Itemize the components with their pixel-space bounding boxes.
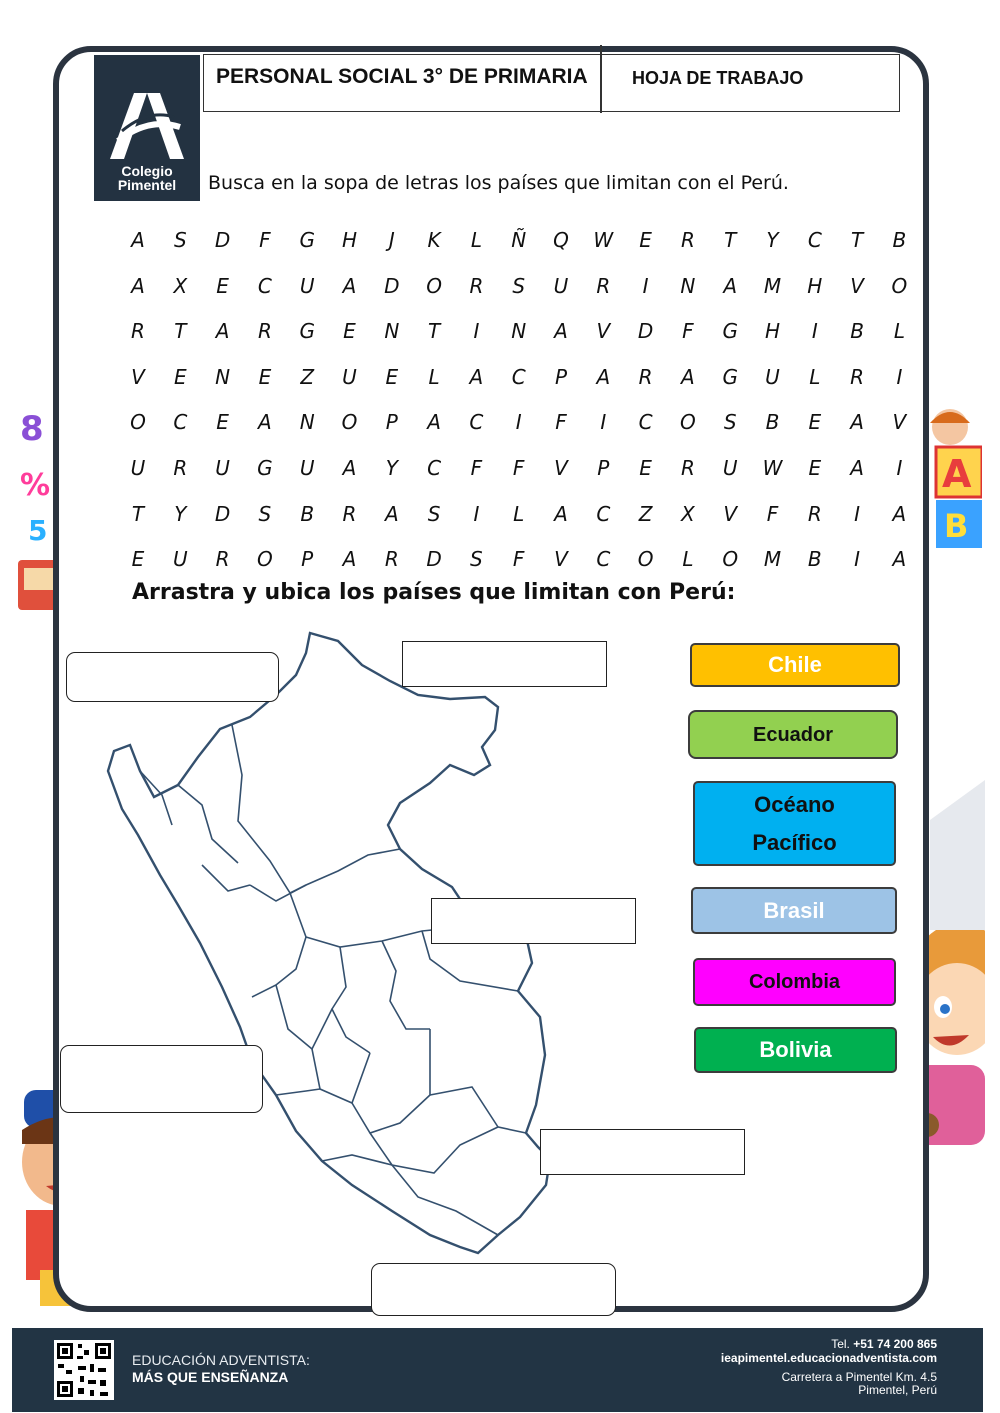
svg-text:8: 8 xyxy=(20,409,44,449)
grid-letter[interactable]: C xyxy=(257,273,272,298)
grid-letter[interactable]: R xyxy=(807,501,822,526)
grid-letter[interactable]: Y xyxy=(174,501,187,526)
drop-box-top-left[interactable] xyxy=(66,652,279,702)
phone-number: +51 74 200 865 xyxy=(853,1337,937,1351)
drop-box-middle-right[interactable] xyxy=(431,898,636,944)
grid-letter[interactable]: I xyxy=(896,456,903,480)
grid-letter[interactable]: D xyxy=(384,273,400,298)
grid-letter[interactable]: O xyxy=(637,547,654,572)
grid-letter[interactable]: U xyxy=(553,273,569,298)
footer-website[interactable]: ieapimentel.educacionadventista.com xyxy=(720,1351,937,1365)
footer-phone xyxy=(831,1337,937,1351)
grid-letter[interactable]: T xyxy=(850,228,864,252)
grid-letter[interactable]: T xyxy=(174,319,187,344)
school-logo xyxy=(94,55,200,201)
grid-letter[interactable]: F xyxy=(512,547,525,572)
grid-letter[interactable]: R xyxy=(173,456,188,480)
grid-letter[interactable]: I xyxy=(854,501,861,526)
grid-letter[interactable]: C xyxy=(511,364,526,389)
footer-motto-line-2: MÁS QUE ENSEÑANZA xyxy=(132,1369,289,1385)
grid-letter[interactable]: T xyxy=(131,501,145,526)
grid-letter[interactable]: Z xyxy=(300,364,315,389)
grid-letter[interactable]: O xyxy=(426,273,442,298)
grid-letter[interactable]: Q xyxy=(553,228,569,252)
grid-letter[interactable]: E xyxy=(639,456,652,480)
grid-letter[interactable]: N xyxy=(299,410,315,435)
grid-letter[interactable]: S xyxy=(723,410,737,435)
grid-letter[interactable]: G xyxy=(722,364,738,389)
grid-letter[interactable]: S xyxy=(470,547,483,572)
grid-letter[interactable]: V xyxy=(554,456,568,480)
grid-letter[interactable]: A xyxy=(469,364,484,389)
grid-letter[interactable]: F xyxy=(470,456,483,480)
grid-letter[interactable]: I xyxy=(642,273,649,298)
grid-letter[interactable]: R xyxy=(257,319,272,344)
grid-letter[interactable]: I xyxy=(600,410,607,435)
grid-letter[interactable]: U xyxy=(130,456,146,480)
chip-colombia[interactable]: Colombia xyxy=(693,958,896,1006)
grid-letter[interactable]: A xyxy=(596,364,611,389)
grid-letter[interactable]: A xyxy=(427,410,441,435)
grid-letter[interactable]: E xyxy=(131,547,145,572)
grid-letter[interactable]: O xyxy=(257,547,273,572)
grid-letter[interactable]: K xyxy=(427,228,441,252)
grid-letter[interactable]: F xyxy=(259,228,271,252)
grid-letter[interactable]: A xyxy=(258,410,272,435)
grid-letter[interactable]: M xyxy=(763,273,782,298)
grid-letter[interactable]: H xyxy=(807,273,823,298)
grid-letter[interactable]: R xyxy=(680,228,695,252)
svg-text:A: A xyxy=(942,452,972,496)
grid-letter[interactable]: M xyxy=(763,547,782,572)
grid-letter[interactable]: D xyxy=(637,319,654,344)
grid-letter[interactable]: U xyxy=(342,364,357,389)
grid-letter[interactable]: R xyxy=(680,456,695,480)
grid-letter[interactable]: R xyxy=(850,364,865,389)
grid-letter[interactable]: C xyxy=(807,228,822,252)
grid-letter[interactable]: R xyxy=(131,319,145,344)
grid-letter[interactable]: A xyxy=(892,547,907,572)
grid-letter[interactable]: F xyxy=(512,456,525,480)
footer-address-line-1: Carretera a Pimentel Km. 4.5 xyxy=(781,1370,937,1384)
grid-letter[interactable]: Z xyxy=(638,501,653,526)
grid-letter[interactable]: B xyxy=(807,547,822,572)
grid-letter[interactable]: L xyxy=(893,319,905,344)
grid-letter[interactable]: N xyxy=(384,319,400,344)
grid-letter[interactable]: F xyxy=(682,319,694,344)
grid-letter[interactable]: H xyxy=(764,319,781,344)
grid-letter[interactable]: E xyxy=(216,410,229,435)
grid-letter[interactable]: A xyxy=(215,319,230,344)
grid-letter[interactable]: O xyxy=(130,410,146,435)
footer-bar xyxy=(12,1328,983,1412)
drop-box-left[interactable] xyxy=(60,1045,263,1113)
grid-letter[interactable]: B xyxy=(765,410,780,435)
grid-letter[interactable]: A xyxy=(681,364,695,389)
qr-code-icon xyxy=(54,1340,114,1400)
grid-letter[interactable]: F xyxy=(555,410,567,435)
phone-label: Tel. xyxy=(831,1337,850,1351)
grid-letter[interactable]: G xyxy=(299,228,315,252)
grid-letter[interactable]: C xyxy=(173,410,188,435)
grid-letter[interactable]: G xyxy=(722,319,738,344)
grid-letter[interactable]: R xyxy=(342,501,357,526)
grid-letter[interactable]: B xyxy=(892,228,907,252)
grid-letter[interactable]: R xyxy=(384,547,399,572)
grid-letter[interactable]: A xyxy=(342,547,357,572)
grid-letter[interactable]: L xyxy=(428,364,440,389)
grid-letter[interactable]: R xyxy=(215,547,230,572)
grid-letter[interactable]: D xyxy=(426,547,442,572)
grid-letter[interactable]: I xyxy=(515,410,522,435)
grid-letter[interactable]: A xyxy=(850,456,864,480)
grid-letter[interactable]: N xyxy=(511,319,527,344)
grid-letter[interactable]: D xyxy=(214,228,231,252)
doc-type-title: HOJA DE TRABAJO xyxy=(632,68,804,88)
grid-letter[interactable]: L xyxy=(809,364,821,389)
grid-letter[interactable]: E xyxy=(173,364,187,389)
footer-address-line-2: Pimentel, Perú xyxy=(858,1383,937,1397)
grid-letter[interactable]: R xyxy=(596,273,611,298)
grid-letter[interactable]: V xyxy=(850,273,864,298)
grid-letter[interactable]: S xyxy=(173,228,187,252)
logo-line-2: Pimentel xyxy=(117,177,177,193)
grid-letter[interactable]: I xyxy=(854,547,861,572)
grid-letter[interactable]: A xyxy=(850,410,864,435)
grid-letter[interactable]: B xyxy=(300,501,315,526)
grid-letter[interactable]: A xyxy=(131,228,145,252)
grid-letter[interactable]: C xyxy=(638,410,653,435)
grid-letter[interactable]: I xyxy=(473,501,480,526)
grid-letter[interactable]: T xyxy=(724,228,737,252)
grid-letter[interactable]: J xyxy=(388,228,395,252)
grid-letter[interactable]: G xyxy=(299,319,315,344)
grid-letter[interactable]: U xyxy=(299,273,315,298)
grid-letter[interactable]: X xyxy=(681,501,695,526)
grid-letter[interactable]: E xyxy=(216,273,229,298)
grid-letter[interactable]: A xyxy=(342,273,357,298)
grid-letter[interactable]: A xyxy=(554,319,568,344)
grid-letter[interactable]: Y xyxy=(385,456,398,480)
grid-letter[interactable]: V xyxy=(554,547,568,572)
subject-title: PERSONAL SOCIAL 3° DE PRIMARIA xyxy=(216,65,588,88)
grid-letter[interactable]: O xyxy=(891,273,908,298)
grid-letter[interactable]: A xyxy=(131,273,145,298)
wordsearch-instruction: Busca en la sopa de letras los países que limitan con el Perú. xyxy=(208,172,789,194)
grid-letter[interactable]: V xyxy=(596,319,611,344)
grid-letter[interactable]: C xyxy=(596,547,611,572)
svg-text:%: % xyxy=(20,468,51,503)
peru-map xyxy=(100,625,560,1265)
grid-letter[interactable]: A xyxy=(384,501,399,526)
grid-letter[interactable]: G xyxy=(257,456,273,480)
grid-letter[interactable]: C xyxy=(427,456,442,480)
chip-bolivia[interactable]: Bolivia xyxy=(694,1027,897,1073)
drop-box-lower-right[interactable] xyxy=(540,1129,745,1175)
grid-letter[interactable]: P xyxy=(301,547,314,572)
grid-letter[interactable]: Y xyxy=(766,228,779,252)
grid-letter[interactable]: E xyxy=(808,410,822,435)
grid-letter[interactable]: N xyxy=(680,273,696,298)
drop-box-bottom[interactable] xyxy=(371,1263,616,1316)
grid-letter[interactable]: F xyxy=(766,501,779,526)
school-logo-icon xyxy=(108,91,186,161)
grid-letter[interactable]: E xyxy=(385,364,399,389)
grid-letter[interactable]: P xyxy=(597,456,610,480)
worksheet-header xyxy=(203,54,900,112)
footer-motto-line-1: EDUCACIÓN ADVENTISTA: xyxy=(132,1352,310,1368)
grid-letter[interactable]: P xyxy=(554,364,568,389)
grid-letter[interactable]: A xyxy=(554,501,568,526)
grid-letter[interactable]: U xyxy=(299,456,315,480)
grid-letter[interactable]: L xyxy=(682,547,694,572)
grid-letter[interactable]: T xyxy=(427,319,441,344)
grid-letter[interactable]: I xyxy=(896,364,903,389)
grid-letter[interactable]: D xyxy=(214,501,231,526)
grid-letter[interactable]: W xyxy=(762,456,783,480)
grid-letter[interactable]: Ñ xyxy=(511,228,527,252)
grid-letter[interactable]: O xyxy=(680,410,696,435)
grid-letter[interactable]: E xyxy=(808,456,822,480)
grid-letter[interactable]: O xyxy=(341,410,358,435)
grid-letter[interactable]: P xyxy=(385,410,398,435)
grid-letter[interactable]: C xyxy=(596,501,611,526)
grid-letter[interactable]: E xyxy=(343,319,356,344)
activity-instruction: Arrastra y ubica los países que limitan con Perú: xyxy=(132,580,736,605)
grid-letter[interactable]: U xyxy=(172,547,188,572)
grid-letter[interactable]: R xyxy=(638,364,653,389)
grid-letter[interactable]: V xyxy=(131,364,145,389)
grid-letter[interactable]: R xyxy=(469,273,484,298)
chip-ecuador[interactable]: Ecuador xyxy=(688,710,898,759)
background-gray-shape xyxy=(930,780,985,930)
grid-letter[interactable]: N xyxy=(215,364,231,389)
grid-letter[interactable]: U xyxy=(215,456,230,480)
svg-text:5: 5 xyxy=(28,514,48,547)
header-divider xyxy=(600,45,602,113)
grid-letter[interactable]: X xyxy=(173,273,188,298)
grid-letter[interactable]: A xyxy=(342,456,357,480)
grid-letter[interactable]: S xyxy=(258,501,272,526)
grid-letter[interactable]: A xyxy=(723,273,738,298)
grid-letter[interactable]: L xyxy=(470,228,482,252)
grid-letter[interactable]: W xyxy=(593,228,614,252)
chip-chile[interactable]: Chile xyxy=(690,643,900,687)
grid-letter[interactable]: E xyxy=(639,228,652,252)
grid-letter[interactable]: U xyxy=(765,364,780,389)
grid-letter[interactable]: E xyxy=(258,364,272,389)
grid-letter[interactable]: V xyxy=(723,501,738,526)
grid-letter[interactable]: I xyxy=(473,319,480,344)
grid-letter[interactable]: L xyxy=(513,501,525,526)
svg-text:B: B xyxy=(944,507,969,545)
grid-letter[interactable]: H xyxy=(341,228,358,252)
grid-letter[interactable]: S xyxy=(512,273,526,298)
grid-letter[interactable]: V xyxy=(892,410,907,435)
grid-letter[interactable]: S xyxy=(427,501,441,526)
chip-oceano-pacifico[interactable]: Océano Pacífico xyxy=(693,781,896,866)
grid-letter[interactable]: C xyxy=(469,410,484,435)
drop-box-top-center[interactable] xyxy=(402,641,607,687)
grid-letter[interactable]: U xyxy=(722,456,738,480)
grid-letter[interactable]: A xyxy=(892,501,907,526)
grid-letter[interactable]: I xyxy=(811,319,818,344)
logo-line-1: Colegio xyxy=(121,163,173,179)
grid-letter[interactable]: B xyxy=(850,319,864,344)
grid-letter[interactable]: O xyxy=(722,547,739,572)
chip-brasil[interactable]: Brasil xyxy=(691,887,897,934)
